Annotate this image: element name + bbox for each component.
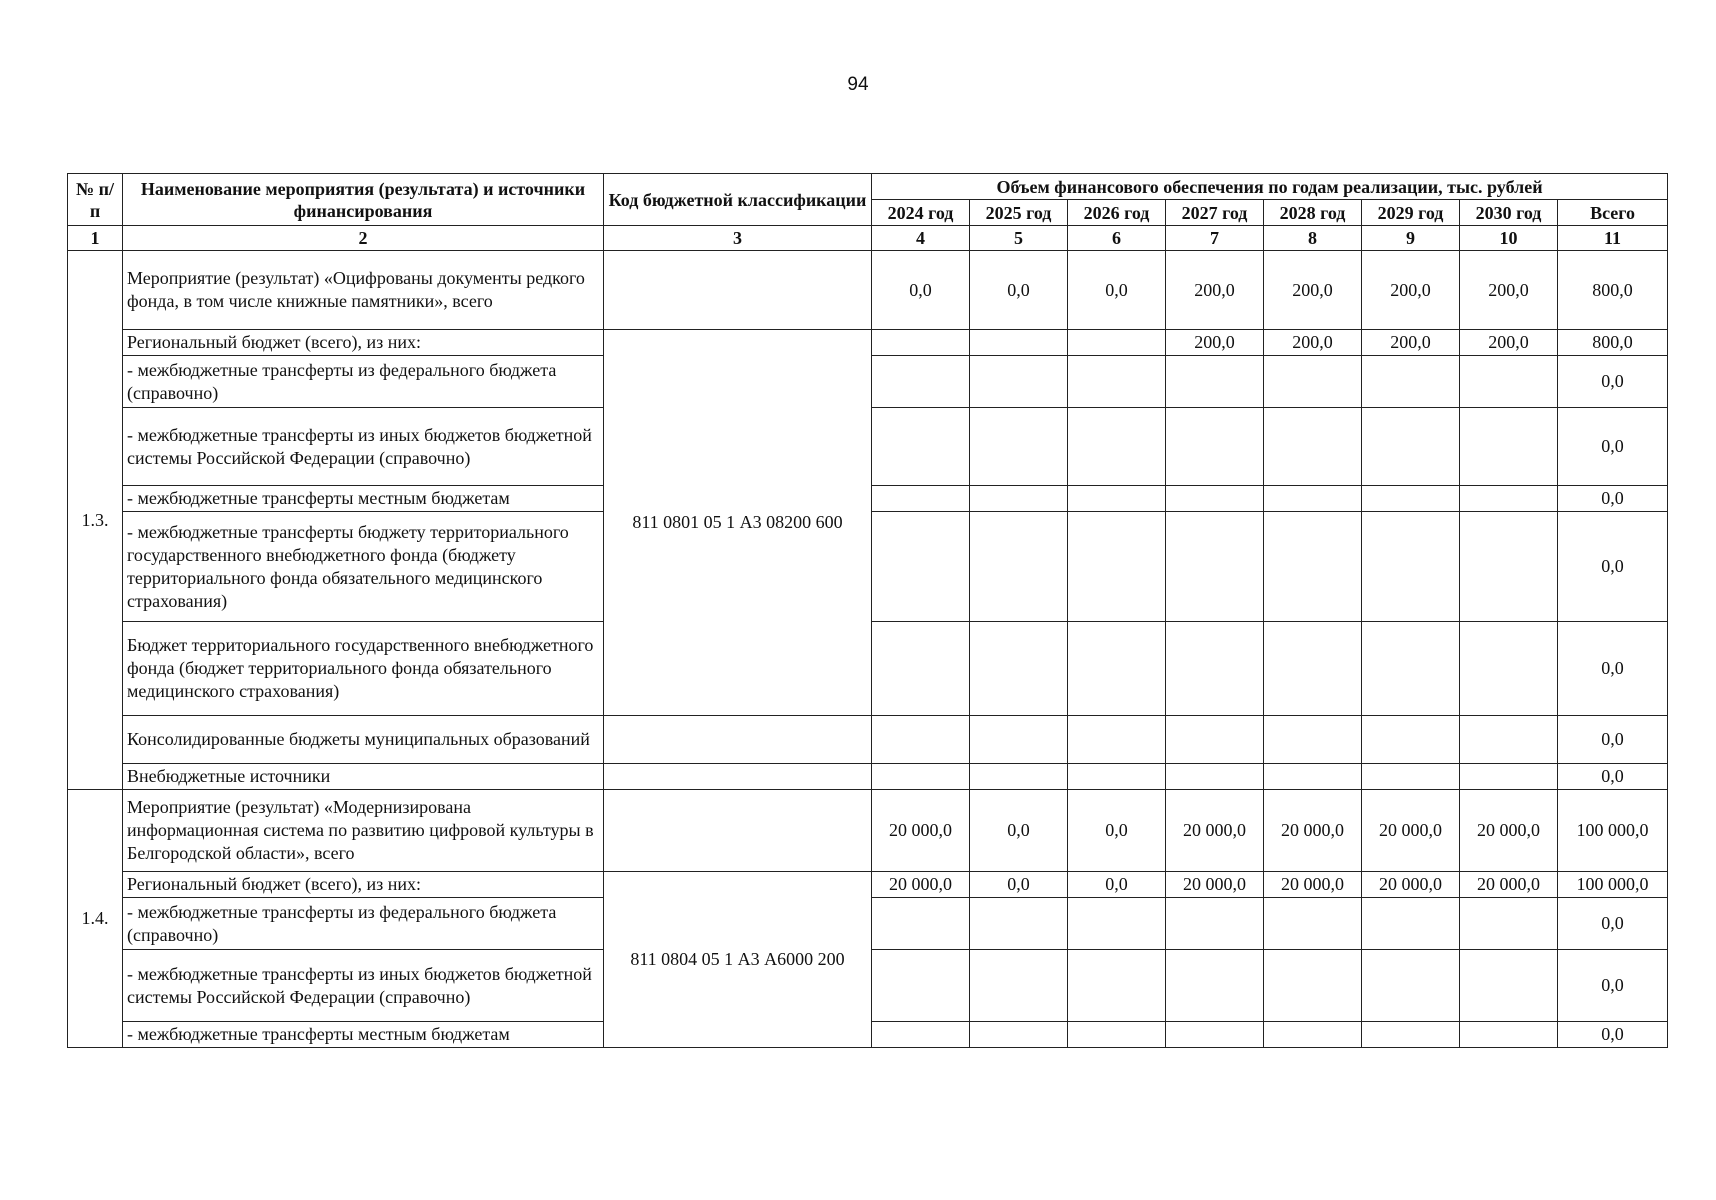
year-value: 20 000,0 [872, 872, 970, 898]
header-year: 2029 год [1362, 200, 1460, 226]
row-name: Мероприятие (результат) «Оцифрованы документы редкого фонда, в том числе книжные памятники», всего [123, 251, 604, 330]
column-index: 4 [872, 226, 970, 251]
year-value [1362, 486, 1460, 512]
year-value: 20 000,0 [1362, 790, 1460, 872]
year-value [1264, 1022, 1362, 1048]
year-value [1068, 330, 1166, 356]
year-value [1068, 1022, 1166, 1048]
year-value [1068, 764, 1166, 790]
year-value [872, 950, 970, 1022]
kbk-empty [604, 716, 872, 764]
year-value [872, 330, 970, 356]
year-value [872, 512, 970, 622]
year-value [970, 1022, 1068, 1048]
year-value: 0,0 [872, 251, 970, 330]
year-value [1264, 512, 1362, 622]
year-value: 0,0 [970, 872, 1068, 898]
column-index: 7 [1166, 226, 1264, 251]
year-value [1460, 356, 1558, 408]
year-value: 0,0 [1068, 872, 1166, 898]
year-value [1068, 898, 1166, 950]
year-value: 20 000,0 [1166, 872, 1264, 898]
year-value [1460, 486, 1558, 512]
year-value: 200,0 [1264, 330, 1362, 356]
total-value: 100 000,0 [1558, 790, 1668, 872]
header-year: 2028 год [1264, 200, 1362, 226]
year-value [1362, 408, 1460, 486]
year-value [1068, 356, 1166, 408]
row-name: - межбюджетные трансферты из федерального бюджета (справочно) [123, 356, 604, 408]
year-value [1460, 622, 1558, 716]
total-value: 0,0 [1558, 622, 1668, 716]
row-name: Бюджет территориального государственного внебюджетного фонда (бюджет территориального фонда обязательного медицинского страхования) [123, 622, 604, 716]
year-value [1068, 512, 1166, 622]
total-value: 0,0 [1558, 898, 1668, 950]
header-year: 2026 год [1068, 200, 1166, 226]
row-name: - межбюджетные трансферты из иных бюджетов бюджетной системы Российской Федерации (справочно) [123, 408, 604, 486]
year-value: 0,0 [970, 251, 1068, 330]
year-value [970, 764, 1068, 790]
year-value [1068, 950, 1166, 1022]
table-row [68, 330, 1668, 356]
year-value [1362, 356, 1460, 408]
year-value [1362, 950, 1460, 1022]
table-row [68, 790, 1668, 872]
year-value [1460, 512, 1558, 622]
row-name: - межбюджетные трансферты местным бюджетам [123, 486, 604, 512]
row-name: - межбюджетные трансферты бюджету территориального государственного внебюджетного фонда (бюджету территориального фонда обязательного медицинского страхования) [123, 512, 604, 622]
total-value: 0,0 [1558, 950, 1668, 1022]
year-value [1068, 408, 1166, 486]
table-row [68, 764, 1668, 790]
year-value [872, 622, 970, 716]
year-value [1264, 622, 1362, 716]
table-row [68, 872, 1668, 898]
kbk-code: 811 0801 05 1 А3 08200 600 [604, 330, 872, 716]
year-value [1264, 950, 1362, 1022]
year-value [1068, 622, 1166, 716]
year-value [872, 356, 970, 408]
total-value: 0,0 [1558, 408, 1668, 486]
year-value [872, 408, 970, 486]
header-year: 2030 год [1460, 200, 1558, 226]
year-value [1460, 1022, 1558, 1048]
year-value [1264, 898, 1362, 950]
year-value [872, 764, 970, 790]
row-name: - межбюджетные трансферты из федерального бюджета (справочно) [123, 898, 604, 950]
year-value [1166, 764, 1264, 790]
year-value: 200,0 [1166, 251, 1264, 330]
year-value [1166, 486, 1264, 512]
year-value [872, 1022, 970, 1048]
year-value [1362, 1022, 1460, 1048]
header-volume: Объем финансового обеспечения по годам реализации, тыс. рублей [872, 174, 1668, 200]
total-value: 800,0 [1558, 251, 1668, 330]
year-value: 20 000,0 [1460, 790, 1558, 872]
year-value [872, 486, 970, 512]
year-value [1068, 486, 1166, 512]
year-value: 0,0 [1068, 790, 1166, 872]
year-value [1166, 950, 1264, 1022]
year-value: 20 000,0 [872, 790, 970, 872]
year-value: 20 000,0 [1362, 872, 1460, 898]
header-year: 2027 год [1166, 200, 1264, 226]
year-value: 200,0 [1460, 251, 1558, 330]
column-index: 11 [1558, 226, 1668, 251]
year-value [1264, 356, 1362, 408]
year-value [1264, 764, 1362, 790]
column-index: 1 [68, 226, 123, 251]
year-value: 200,0 [1166, 330, 1264, 356]
column-index: 9 [1362, 226, 1460, 251]
header-total: Всего [1558, 200, 1668, 226]
column-index: 3 [604, 226, 872, 251]
total-value: 0,0 [1558, 716, 1668, 764]
year-value [1460, 950, 1558, 1022]
year-value [970, 622, 1068, 716]
year-value [1264, 408, 1362, 486]
column-index: 6 [1068, 226, 1166, 251]
total-value: 800,0 [1558, 330, 1668, 356]
year-value [970, 330, 1068, 356]
table-row [68, 251, 1668, 330]
year-value [1166, 898, 1264, 950]
header-name: Наименование мероприятия (результата) и источники финансирования [123, 174, 604, 226]
year-value [1166, 356, 1264, 408]
total-value: 0,0 [1558, 1022, 1668, 1048]
year-value: 200,0 [1362, 251, 1460, 330]
year-value [1362, 898, 1460, 950]
year-value [1362, 716, 1460, 764]
year-value [970, 716, 1068, 764]
year-value [1362, 512, 1460, 622]
header-year: 2024 год [872, 200, 970, 226]
column-index: 8 [1264, 226, 1362, 251]
total-value: 0,0 [1558, 764, 1668, 790]
year-value [1460, 408, 1558, 486]
header-year: 2025 год [970, 200, 1068, 226]
total-value: 100 000,0 [1558, 872, 1668, 898]
year-value: 200,0 [1362, 330, 1460, 356]
year-value [1460, 716, 1558, 764]
header-kbk: Код бюджетной классификации [604, 174, 872, 226]
year-value: 20 000,0 [1264, 872, 1362, 898]
table-row [68, 716, 1668, 764]
total-value: 0,0 [1558, 512, 1668, 622]
row-name: Региональный бюджет (всего), из них: [123, 872, 604, 898]
column-index: 2 [123, 226, 604, 251]
year-value [872, 898, 970, 950]
header-number: № п/п [68, 174, 123, 226]
year-value: 200,0 [1264, 251, 1362, 330]
year-value: 20 000,0 [1166, 790, 1264, 872]
row-name: - межбюджетные трансферты из иных бюджетов бюджетной системы Российской Федерации (справочно) [123, 950, 604, 1022]
row-name: Внебюджетные источники [123, 764, 604, 790]
year-value [1068, 716, 1166, 764]
year-value [1166, 622, 1264, 716]
column-index: 5 [970, 226, 1068, 251]
year-value [970, 356, 1068, 408]
year-value [1264, 716, 1362, 764]
year-value: 0,0 [1068, 251, 1166, 330]
row-name: Региональный бюджет (всего), из них: [123, 330, 604, 356]
year-value [1362, 764, 1460, 790]
year-value [1264, 486, 1362, 512]
year-value [1362, 622, 1460, 716]
row-name: Мероприятие (результат) «Модернизирована информационная система по развитию цифровой культуры в Белгородской области», всего [123, 790, 604, 872]
financing-table [67, 173, 1668, 1048]
kbk-empty [604, 251, 872, 330]
year-value: 200,0 [1460, 330, 1558, 356]
year-value [1166, 408, 1264, 486]
year-value: 20 000,0 [1460, 872, 1558, 898]
total-value: 0,0 [1558, 356, 1668, 408]
kbk-empty [604, 790, 872, 872]
year-value [970, 898, 1068, 950]
row-name: Консолидированные бюджеты муниципальных образований [123, 716, 604, 764]
year-value [970, 512, 1068, 622]
year-value [970, 950, 1068, 1022]
column-index-row [68, 226, 1668, 251]
kbk-empty [604, 764, 872, 790]
year-value [1166, 1022, 1264, 1048]
year-value: 20 000,0 [1264, 790, 1362, 872]
table-body [68, 251, 1668, 1048]
year-value [872, 716, 970, 764]
section-number: 1.4. [68, 790, 123, 1048]
column-index: 10 [1460, 226, 1558, 251]
year-value [970, 486, 1068, 512]
year-value [970, 408, 1068, 486]
page-number: 94 [847, 74, 869, 95]
kbk-code: 811 0804 05 1 А3 А6000 200 [604, 872, 872, 1048]
total-value: 0,0 [1558, 486, 1668, 512]
year-value [1166, 512, 1264, 622]
year-value [1460, 898, 1558, 950]
row-name: - межбюджетные трансферты местным бюджетам [123, 1022, 604, 1048]
year-value [1166, 716, 1264, 764]
section-number: 1.3. [68, 251, 123, 790]
year-value [1460, 764, 1558, 790]
year-value: 0,0 [970, 790, 1068, 872]
